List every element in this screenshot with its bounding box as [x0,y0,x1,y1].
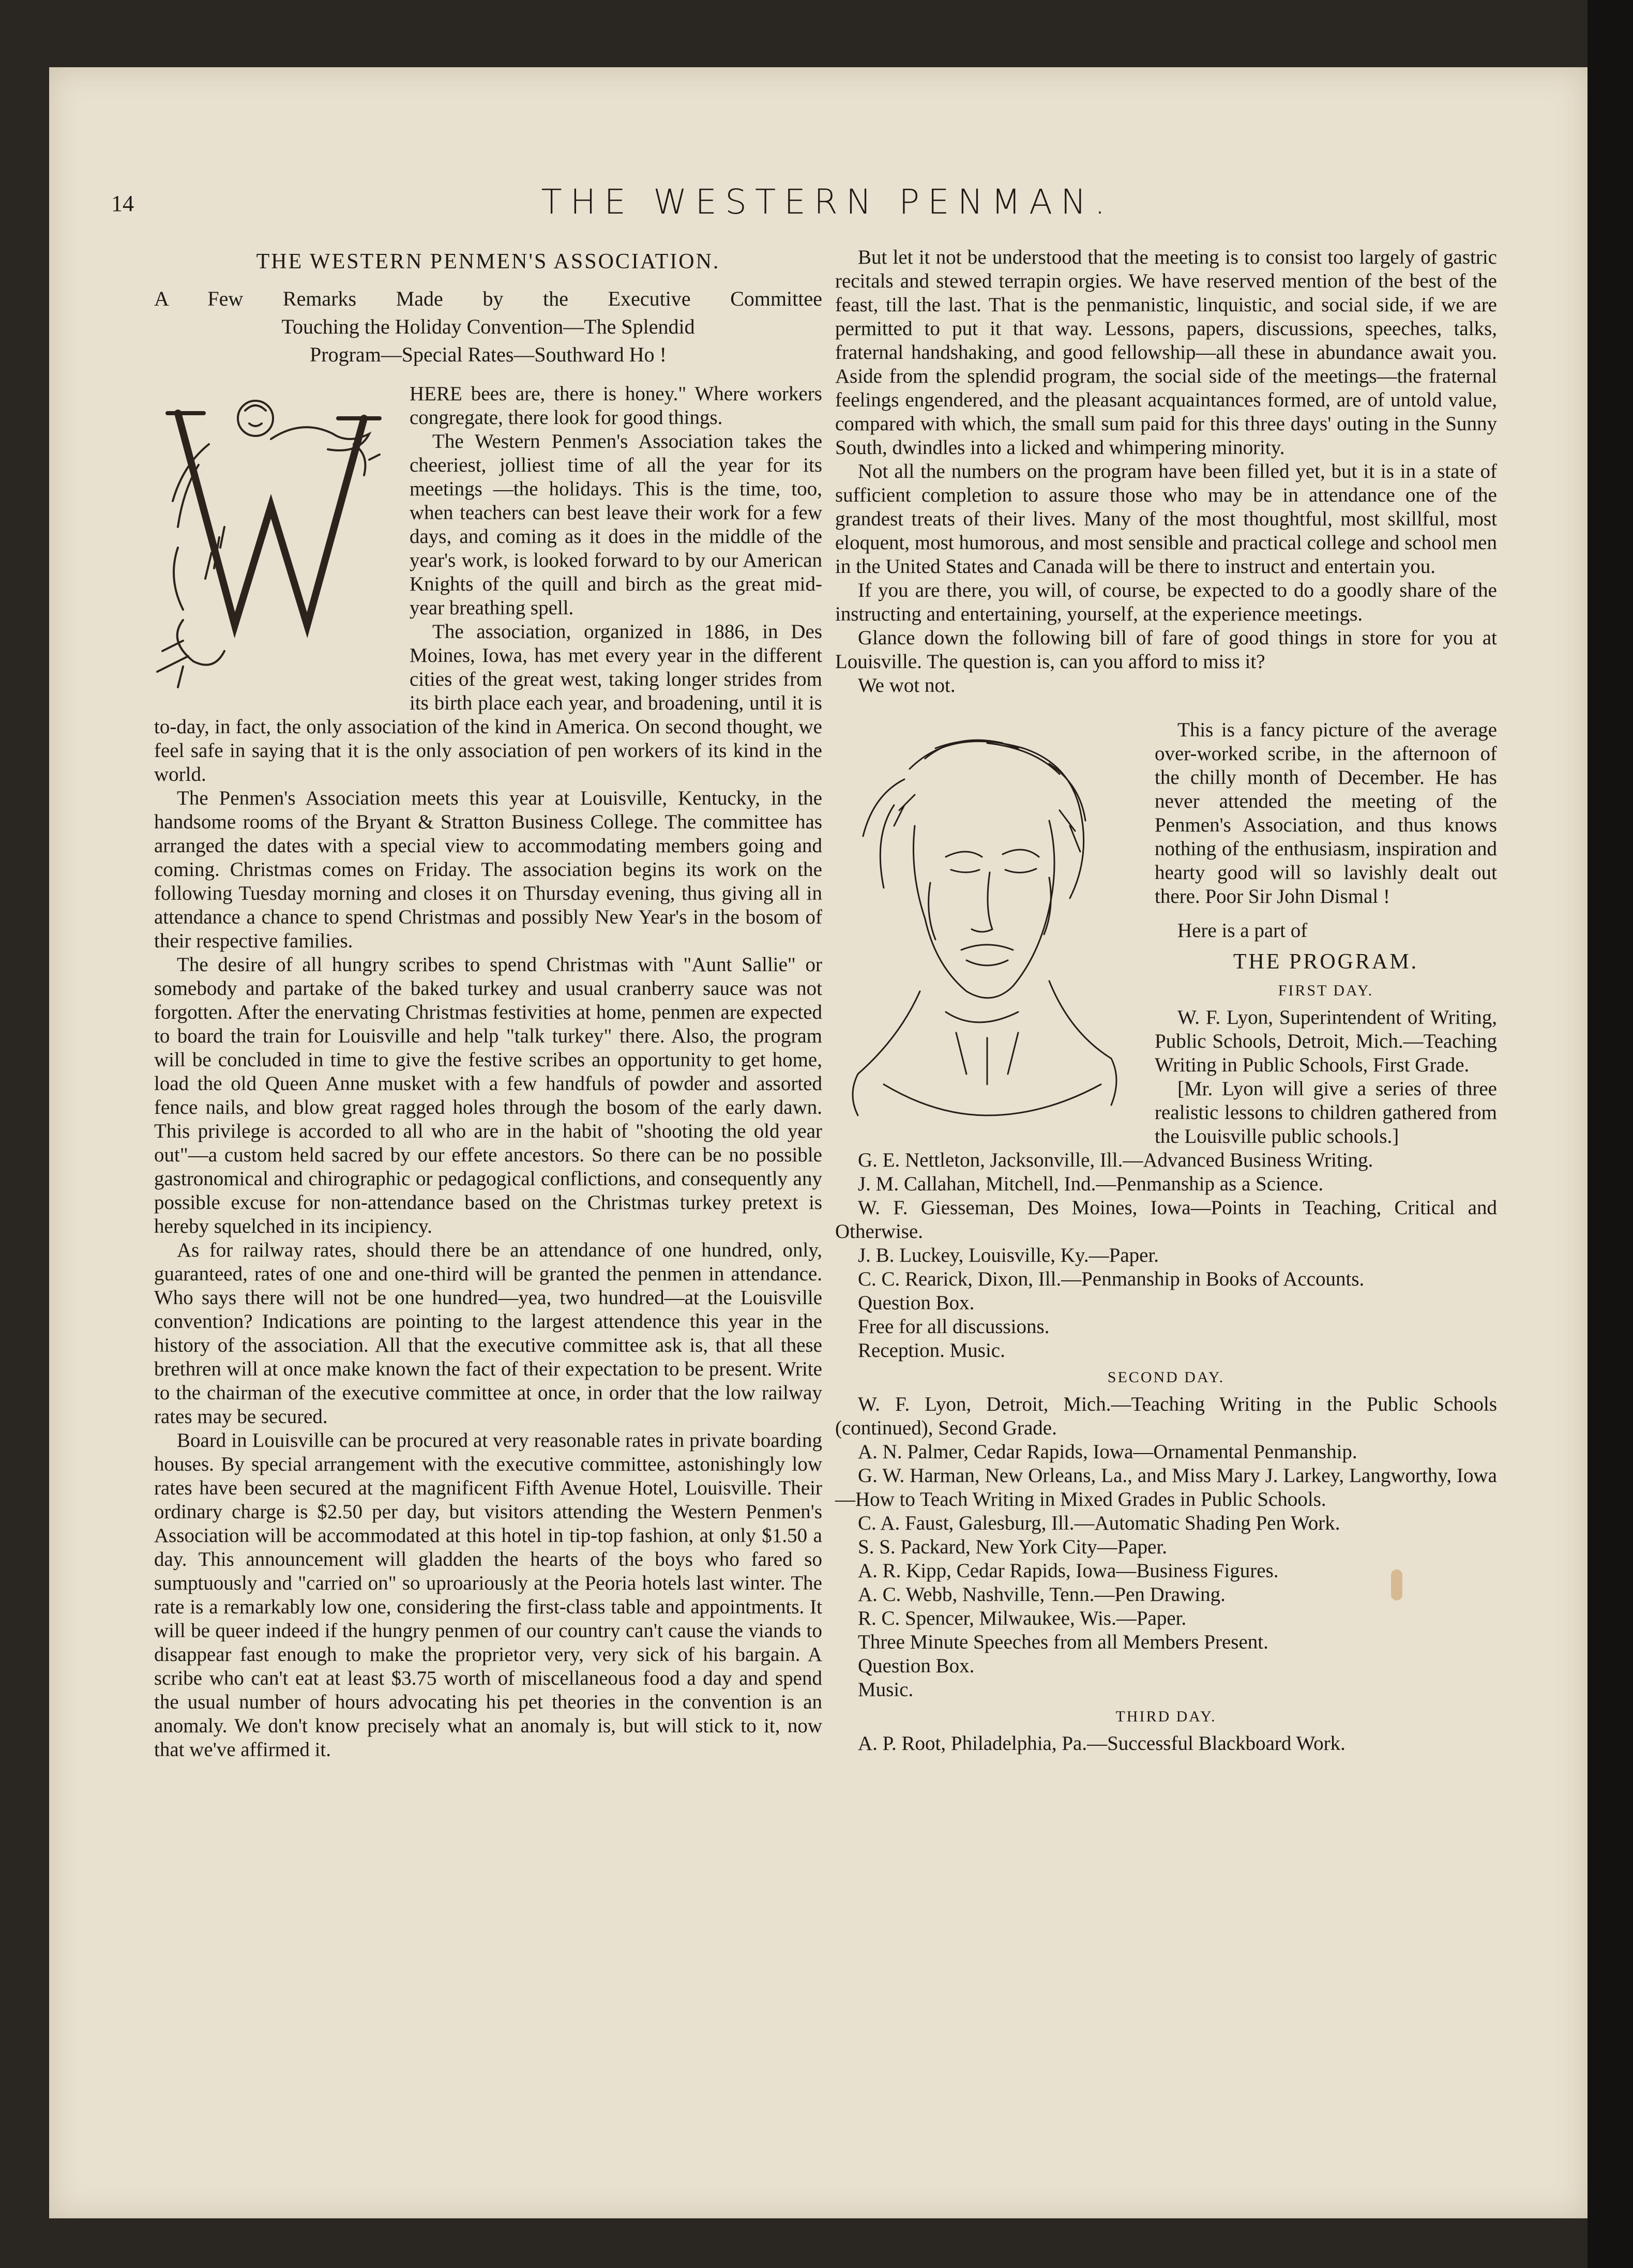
program-item: C. C. Rearick, Dixon, Ill.—Penmanship in Books of Accounts. [858,1268,1365,1290]
paragraph-4: The Penmen's Association meets this year at Louisville, Kentucky, in the handsome rooms of the Bryant & Stratton Business College. The committee has arranged the dates with a special view to accommodating members going and coming. Christmas comes on Friday. The association begins its work on the following Tuesday morning and closes it on Thursday evening, thus giving all in attendance a chance to spend Christmas and possibly New Year's in the bosom of their respective families. [154,787,822,952]
program-item: A. P. Root, Philadelphia, Pa.—Successful Blackboard Work. [858,1732,1345,1755]
paragraph-r1: But let it not be understood that the meeting is to consist too largely of gastric recitals and stewed terrapin orgies. We have reserved mention of the best of the feast, till the last. That is the penmanistic, linquistic, and social side, if we are permitted to put it that way. Lessons, papers, discussions, speeches, talks, fraternal handshaking, and good fellowship—all these in abundance await you. Aside from the splendid program, the social side of the meetings—the fraternal feelings engendered, and the pleasant acquaintances formed, are of untold value, compared with which, the small sum paid for this three days' outing in the Sunny South, dwindles into a licked and whimpering minority. [835,246,1497,459]
paragraph-7: Board in Louisville can be procured at very reasonable rates in private boarding houses. By special arrangement with the executive committee, astonishingly low rates have been secured at the magnificent Fifth Avenue Hotel, Louisville. Their ordinary charge is $2.50 per day, but visitors attending the Western Penmen's Association will be accommodated at this hotel in tip-top fashion, at only $1.50 a day. This announcement will gladden the hearts of the boys who fared so sumptuously and "carried on" so uproariously at the Peoria hotels last winter. The rate is a remarkably low one, considering the first-class table and appointments. It will be queer indeed if the hungry penmen of our country can't cause the viands to disappear fast enough to make the proprietor very, very sick of his bargain. A scribe who can't eat at least $3.75 worth of miscellaneous food a day and spend the usual number of hours advocating his pet theories in the convention is an anomaly. We don't know precisely what an anomaly is, but will stick to it, now that we've affirmed it. [154,1429,822,1761]
program-item: Question Box. [858,1292,975,1314]
program-item: Question Box. [858,1655,975,1677]
program-item: W. F. Lyon, Detroit, Mich.—Teaching Writing in the Public Schools (continued), Second Grade. [835,1393,1497,1439]
day-1-label: FIRST DAY. [1278,982,1374,999]
day-3-program [835,1732,1497,1756]
caption-text: This is a fancy picture of the average over-worked scribe, in the afternoon of the chilly month of December. He has never attended the meeting of the Penmen's Association, and thus knows nothing of the enthusiasm, inspiration and hearty good will so lavishly dealt out there. Poor Sir John Dismal ! [1155,719,1497,908]
paragraph-r4: Glance down the following bill of fare of good things in store for you at Louisville. The question is, can you afford to miss it? [835,627,1497,673]
subtitle-line-2: Touching the Holiday Convention—The Splendid [281,315,695,338]
program-item: Three Minute Speeches from all Members Present. [858,1631,1268,1653]
program-item: C. A. Faust, Galesburg, Ill.—Automatic Shading Pen Work. [858,1512,1340,1534]
program-item: R. C. Spencer, Milwaukee, Wis.—Paper. [858,1607,1187,1629]
left-column [154,246,822,1762]
program-item: A. R. Kipp, Cedar Rapids, Iowa—Business Figures. [858,1560,1279,1582]
subtitle-line-3: Program—Special Rates—Southward Ho ! [310,343,667,366]
program-item: G. W. Harman, New Orleans, La., and Miss Mary J. Larkey, Langworthy, Iowa—How to Teach Writing in Mixed Grades in Public Schools. [835,1464,1497,1510]
page-number: 14 [111,191,134,216]
decorated-initial-w-illustration [147,382,395,692]
program-item: W. F. Lyon, Superintendent of Writing, Public Schools, Detroit, Mich.—Teaching Writing in Public Schools, First Grade. [1155,1006,1497,1076]
program-item: J. M. Callahan, Mitchell, Ind.—Penmanship as a Science. [858,1173,1324,1195]
program-item: A. C. Webb, Nashville, Tenn.—Pen Drawing. [858,1583,1226,1606]
portrait-sketch-sir-john-dismal [832,722,1142,1136]
program-item: S. S. Packard, New York City—Paper. [858,1536,1168,1558]
paper-stain [1391,1569,1402,1600]
program-item: G. E. Nettleton, Jacksonville, Ill.—Advanced Business Writing. [858,1149,1373,1171]
masthead-title: THE WESTERN PENMAN. [541,182,1114,222]
program-item: J. B. Luckey, Louisville, Ky.—Paper. [858,1244,1159,1266]
program-item: Music. [858,1679,914,1701]
article-title: THE WESTERN PENMEN'S ASSOCIATION. [256,250,720,274]
program-item: A. N. Palmer, Cedar Rapids, Iowa—Ornamental Penmanship. [858,1441,1357,1463]
paragraph-r2: Not all the numbers on the program have been filled yet, but it is in a state of sufficient completion to assure those who may be in attendance one of the grandest treats of their lives. Many of the most thoughtful, most skillful, most eloquent, most humorous, and most sensible and practical college and school men in the United States and Canada will be there to instruct and entertain you. [835,460,1497,578]
program-item: Free for all discussions. [858,1316,1050,1338]
paragraph-2: The Western Penmen's Association takes the cheeriest, jolliest time of all the year for its meetings —the holidays. This is the time, too, when teachers can best leave their work for a few days, and coming as it does in the middle of the year's work, is looked forward to by our American Knights of the quill and birch as the great mid-year breathing spell. [410,430,822,619]
day-2-program [835,1393,1497,1702]
program-item: Reception. Music. [858,1339,1005,1362]
subtitle-line-1: A Few Remarks Made by the Executive Committee [154,287,822,310]
paragraph-r5: We wot not. [858,674,956,697]
paragraph-1: HERE bees are, there is honey." Where workers congregate, there look for good things. [410,383,822,429]
paragraph-5: The desire of all hungry scribes to spend Christmas with "Aunt Sallie" or somebody and partake of the baked turkey and usual cranberry sauce was not forgotten. After the enervating Christmas festivities at home, penmen are expected to board the train for Louisville and help "talk turkey" there. Also, the program will be concluded in time to give the festive scribes an opportunity to get home, load the old Queen Anne musket with a few handfuls of powder and assorted fence nails, and blow great ragged holes through the bosom of the early dawn. This privilege is accorded to all who are in the habit of "shooting the old year out"—a custom held sacred by our effete ancestors. So there can be no possible gastronomical and chirographic or pedagogical conflictions, and consequently any possible excuse for non-attendance based on the Christmas turkey pretext is hereby squelched in its incipiency. [154,954,822,1237]
book-spine-edge [1587,0,1633,2268]
program-item: [Mr. Lyon will give a series of three realistic lessons to children gathered from the Louisville public schools.] [1155,1078,1497,1147]
program-intro: Here is a part of [1177,919,1308,942]
paragraph-3: The association, organized in 1886, in Des Moines, Iowa, has met every year in the different cities of the great west, taking longer strides from its birth place each year, and broadening, until it is to-day, in fact, the only association of the kind in America. On second thought, we feel safe in saying that it is the only association of pen workers of its kind in the world. [154,621,822,785]
day-3-label: THIRD DAY. [1115,1708,1217,1725]
program-item: W. F. Giesseman, Des Moines, Iowa—Points in Teaching, Critical and Otherwise. [835,1197,1497,1243]
program-heading: THE PROGRAM. [1233,950,1419,974]
paragraph-6: As for railway rates, should there be an attendance of one hundred, only, guaranteed, rates of one and one-third will be granted the penmen in attendance. Who says there will not be one hundred—yea, two hundred—at the Louisville convention? Indications are pointing to the largest attendence this year in the history of the association. All that the executive committee ask is, that all these brethren will at once make known the fact of their expectation to be present. Write to the chairman of the executive committee at once, in order that the low railway rates may be secured. [154,1239,822,1428]
paragraph-r3: If you are there, you will, of course, be expected to do a goodly share of the instructing and entertaining, yourself, at the experience meetings. [835,579,1497,625]
day-2-label: SECOND DAY. [1107,1369,1225,1386]
article-subtitle [154,285,822,369]
right-column [835,246,1497,1756]
